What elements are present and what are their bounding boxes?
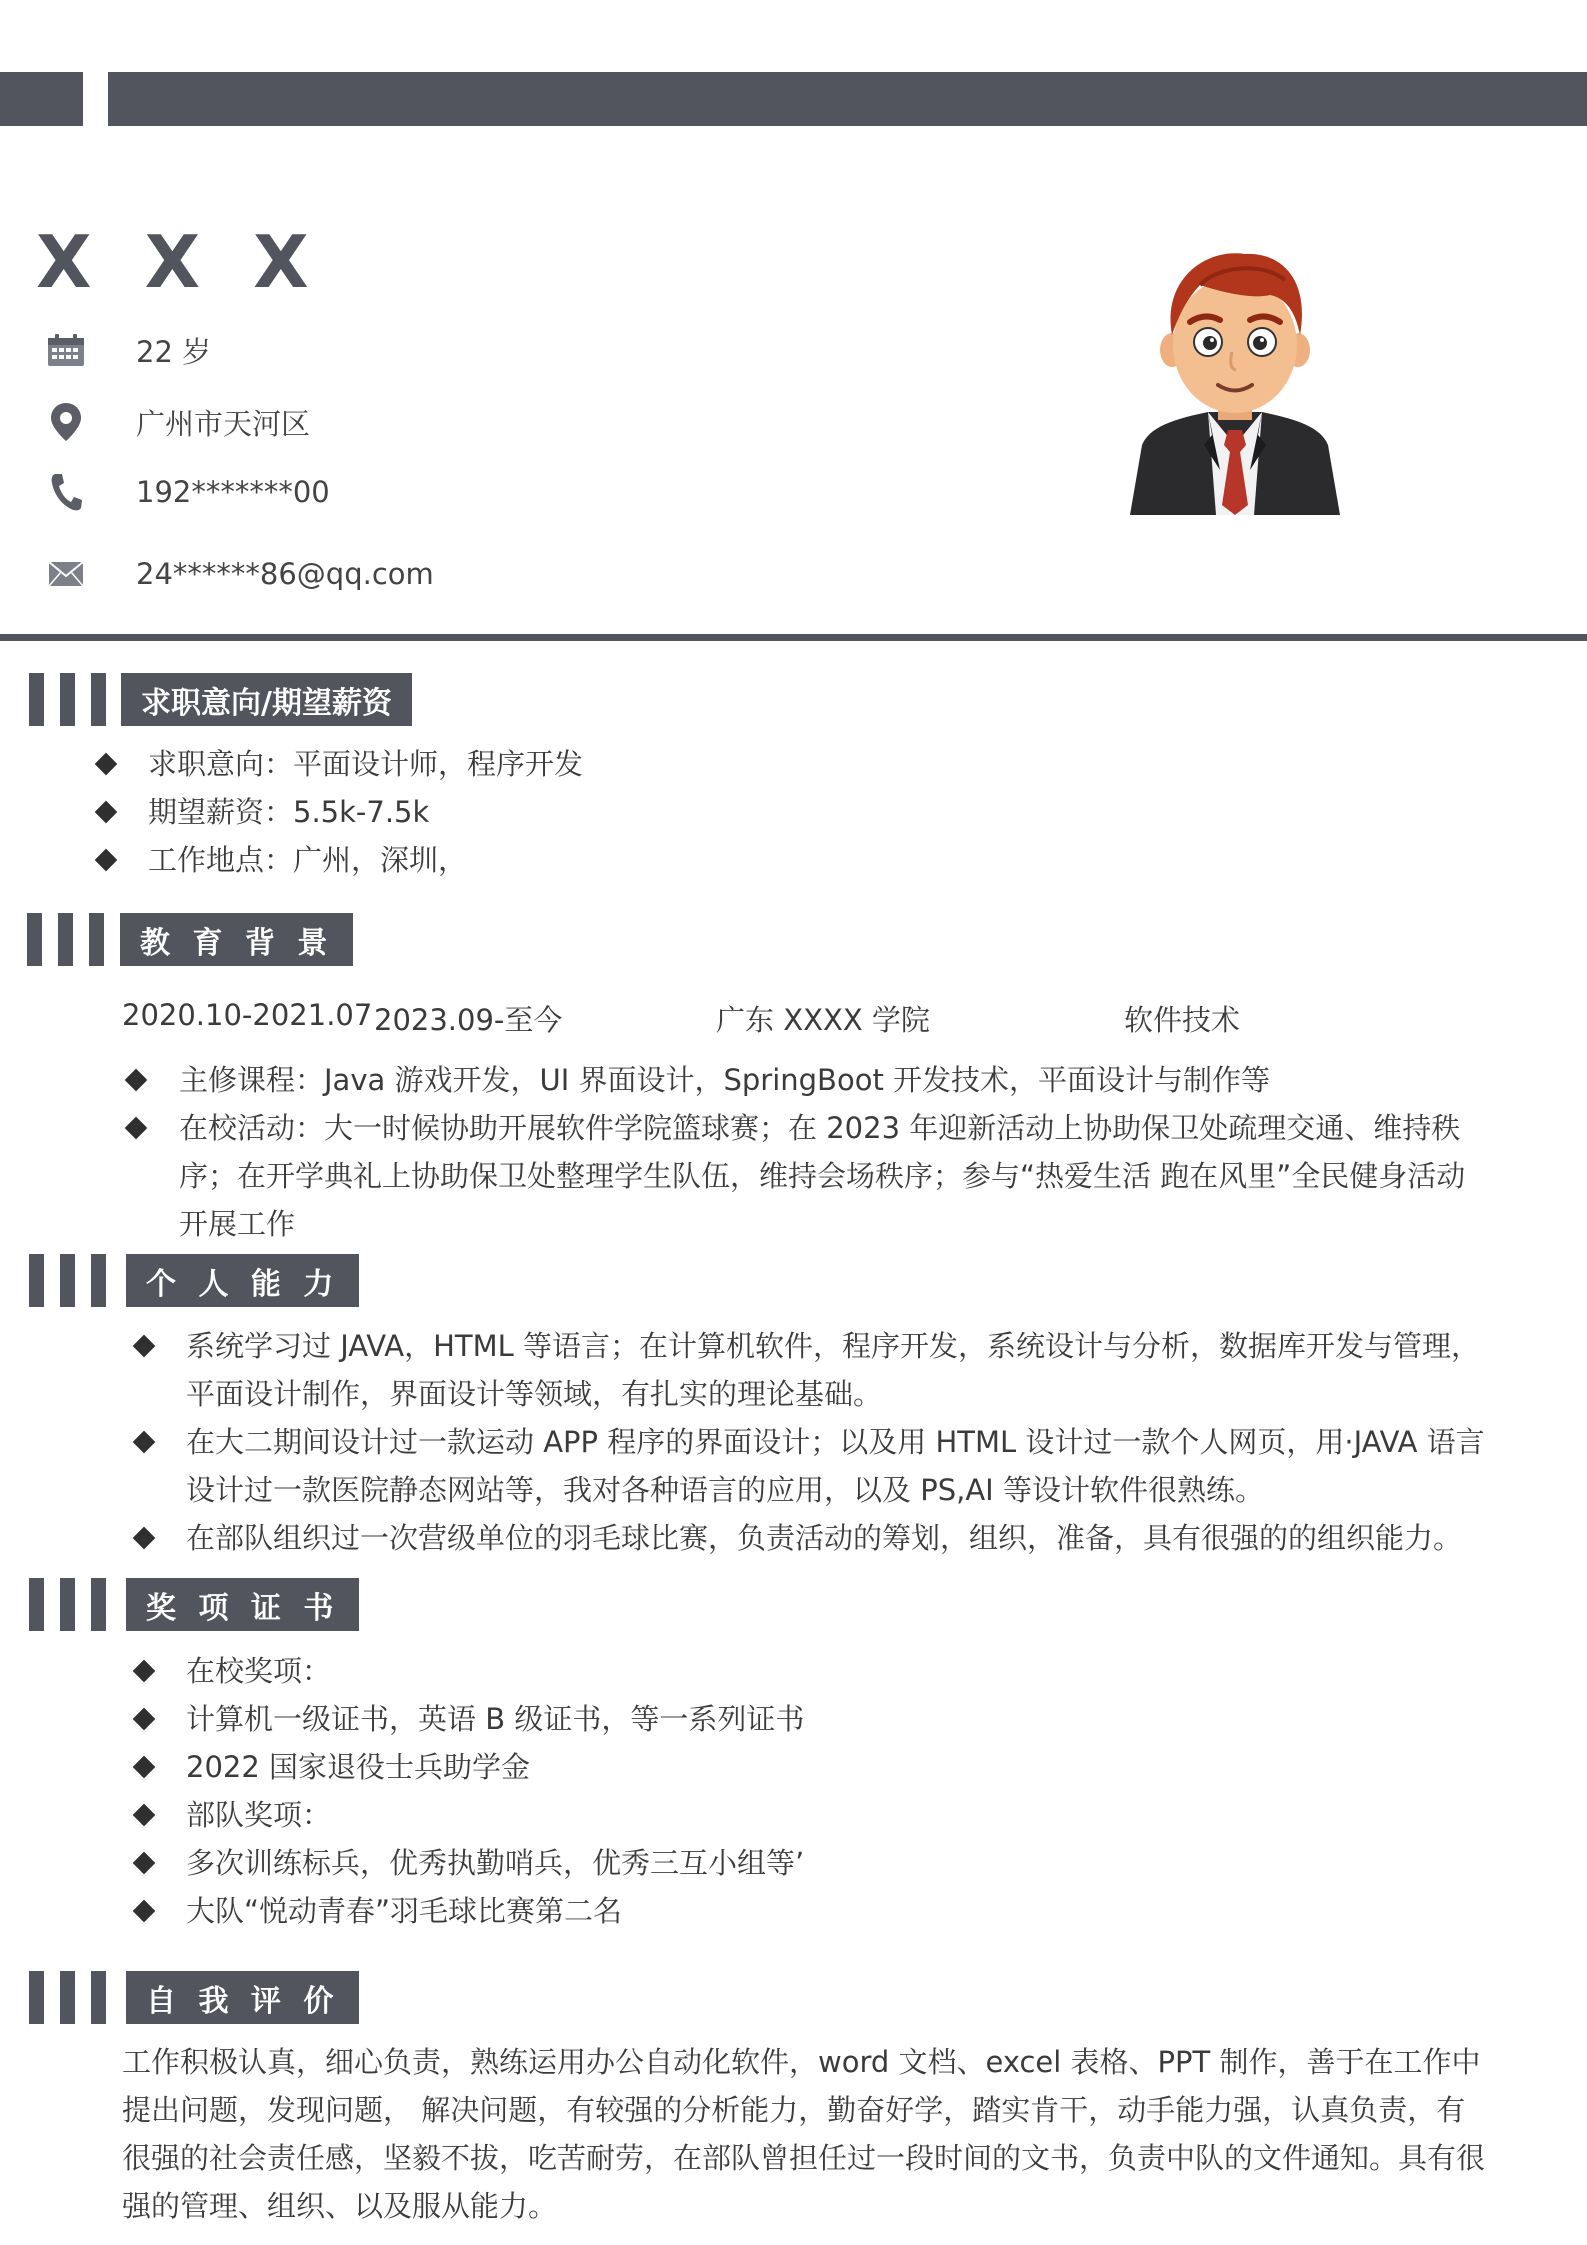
section-bars-awards xyxy=(29,1578,106,1631)
edu-period-2: 2023.09-至今 xyxy=(374,1003,563,1037)
diamond-bullet-icon xyxy=(133,1335,156,1358)
phone-text: 192*******00 xyxy=(136,475,330,509)
section-bars-ability xyxy=(29,1254,106,1307)
diamond-bullet-icon xyxy=(133,1527,156,1550)
edu-major: 软件技术 xyxy=(1124,1003,1241,1037)
section-title-intention: 求职意向/期望薪资 xyxy=(121,673,412,726)
list-item: 部队奖项： xyxy=(136,1791,331,1839)
location-text: 广州市天河区 xyxy=(136,406,311,441)
list-item: 主修课程：Java 游戏开发，UI 界面设计，SpringBoot 开发技术，平面设计与制作等 xyxy=(128,1056,1488,1104)
diamond-bullet-icon xyxy=(133,1852,156,1875)
list-item: 工作地点：广州，深圳， xyxy=(98,836,467,884)
list-item: 2022 国家退役士兵助学金 xyxy=(136,1743,530,1791)
self-evaluation-text: 工作积极认真，细心负责，熟练运用办公自动化软件，word 文档、excel 表格、PPT 制作，善于在工作中提出问题，发现问题， 解决问题，有较强的分析能力，勤奋好学，踏实肯干，动手能力强，认真负责，有很强的社会责任感，坚毅不拔，吃苦耐劳，在部队曾担任过一段时间的文书，负责中队的文件通知。具有很强的管理、组织、以及服从能力。 xyxy=(122,2045,1486,2223)
avatar xyxy=(1120,240,1350,515)
diamond-bullet-icon xyxy=(125,1117,148,1140)
email-row xyxy=(46,552,434,596)
diamond-bullet-icon xyxy=(133,1431,156,1454)
calendar-icon xyxy=(46,330,86,370)
diamond-bullet-icon xyxy=(133,1708,156,1731)
phone-icon xyxy=(46,472,86,512)
location-pin-icon xyxy=(46,402,86,442)
email-text: 24******86@qq.com xyxy=(136,557,434,591)
list-item: 系统学习过 JAVA，HTML 等语言；在计算机软件，程序开发，系统设计与分析，数据库开发与管理，平面设计制作，界面设计等领域，有扎实的理论基础。 xyxy=(136,1322,1491,1418)
diamond-bullet-icon xyxy=(95,801,118,824)
section-title-education: 教 育 背 景 xyxy=(120,913,353,966)
envelope-icon xyxy=(46,554,86,594)
section-title-self: 自 我 评 价 xyxy=(126,1971,359,2024)
edu-period-1: 2020.10-2021.07 xyxy=(122,998,373,1032)
candidate-name: X X X xyxy=(36,220,323,304)
section-title-ability: 个 人 能 力 xyxy=(126,1254,359,1307)
diamond-bullet-icon xyxy=(133,1900,156,1923)
section-title-awards: 奖 项 证 书 xyxy=(126,1578,359,1631)
section-bars-self xyxy=(29,1971,106,2024)
diamond-bullet-icon xyxy=(95,849,118,872)
list-item: 期望薪资：5.5k-7.5k xyxy=(98,788,429,836)
list-item: 计算机一级证书，英语 B 级证书，等一系列证书 xyxy=(136,1695,804,1743)
list-item: 在部队组织过一次营级单位的羽毛球比赛，负责活动的筹划，组织，准备，具有很强的的组织能力。 xyxy=(136,1514,1491,1562)
top-bar-right xyxy=(108,72,1587,126)
age-row xyxy=(46,328,212,372)
list-item: 求职意向：平面设计师，程序开发 xyxy=(98,740,583,788)
top-bar-left xyxy=(0,72,83,126)
list-item: 多次训练标兵，优秀执勤哨兵，优秀三互小组等’ xyxy=(136,1839,804,1887)
diamond-bullet-icon xyxy=(133,1804,156,1827)
list-item: 在校奖项： xyxy=(136,1647,331,1695)
phone-row xyxy=(46,470,330,514)
diamond-bullet-icon xyxy=(133,1756,156,1779)
age-text: 22 岁 xyxy=(136,334,212,369)
list-item: 大队“悦动青春”羽毛球比赛第二名 xyxy=(136,1887,622,1935)
diamond-bullet-icon xyxy=(95,753,118,776)
diamond-bullet-icon xyxy=(133,1660,156,1683)
list-item: 在校活动：大一时候协助开展软件学院篮球赛；在 2023 年迎新活动上协助保卫处疏理交通、维持秩序；在开学典礼上协助保卫处整理学生队伍，维持会场秩序；参与“热爱生活 跑在风里”全民健身活动开展工作 xyxy=(128,1104,1488,1248)
section-bars-intention xyxy=(29,673,106,726)
edu-school: 广东 XXXX 学院 xyxy=(716,1003,930,1037)
list-item: 在大二期间设计过一款运动 APP 程序的界面设计；以及用 HTML 设计过一款个人网页，用·JAVA 语言设计过一款医院静态网站等，我对各种语言的应用，以及 PS,AI 等设计软件很熟练。 xyxy=(136,1418,1491,1514)
section-bars-education xyxy=(27,913,104,966)
header-divider xyxy=(0,634,1587,641)
diamond-bullet-icon xyxy=(125,1069,148,1092)
location-row xyxy=(46,400,311,444)
